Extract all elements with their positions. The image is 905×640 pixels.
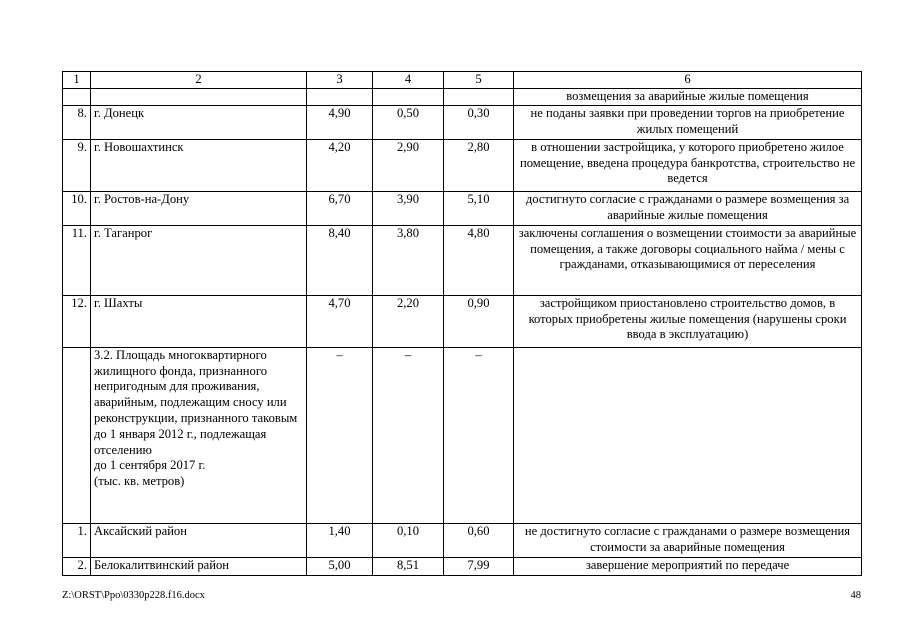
header-cell-6: 6 [514,72,862,89]
table-header-row [63,72,862,89]
table-row [63,105,862,139]
row-col3-cell: 5,00 [307,557,373,575]
row-col5-cell: 4,80 [444,225,514,295]
row-name-cell: г. Ростов-на-Дону [91,191,307,225]
row-note-cell [514,347,862,523]
table-row [63,347,862,523]
row-col5-cell: 5,10 [444,191,514,225]
footer-file-path: Z:\ORST\Ppo\0330p228.f16.docx [62,590,205,601]
row-col5-cell: 0,90 [444,295,514,347]
table-row [63,89,862,106]
row-col3-cell: 8,40 [307,225,373,295]
row-col4-cell [373,89,444,106]
row-number-cell [63,89,91,106]
row-col5-cell: 7,99 [444,557,514,575]
row-col3-cell: 4,90 [307,105,373,139]
row-name-cell: г. Донецк [91,105,307,139]
row-note-cell: завершение мероприятий по передаче [514,557,862,575]
header-cell-1: 1 [63,72,91,89]
header-cell-2: 2 [91,72,307,89]
row-col4-cell: 0,10 [373,523,444,557]
row-col4-cell: 0,50 [373,105,444,139]
row-number-cell: 8. [63,105,91,139]
row-col4-cell: 2,20 [373,295,444,347]
row-number-cell: 10. [63,191,91,225]
row-name-cell: г. Новошахтинск [91,139,307,191]
row-name-cell: Белокалитвинский район [91,557,307,575]
row-col4-cell: 3,90 [373,191,444,225]
footer-page-number: 48 [850,590,861,601]
row-note-cell: не достигнуто согласие с гражданами о размере возмещения стоимости за аварийные помещения [514,523,862,557]
data-table [62,71,862,576]
row-name-cell: г. Таганрог [91,225,307,295]
row-name-cell: Аксайский район [91,523,307,557]
header-cell-4: 4 [373,72,444,89]
row-col5-cell: – [444,347,514,523]
row-note-cell: достигнуто согласие с гражданами о размере возмещения за аварийные жилые помещения [514,191,862,225]
row-col4-cell: 2,90 [373,139,444,191]
row-number-cell: 2. [63,557,91,575]
row-name-cell: 3.2. Площадь многоквартирного жилищного фонда, признанного непригодным для проживания, аварийным, подлежащим сносу или реконструкции, признанного таковым до 1 января 2012 г., подлежащая отселению до 1 сентября 2017 г. (тыс. кв. метров) [91,347,307,523]
row-note-cell: возмещения за аварийные жилые помещения [514,89,862,106]
header-cell-5: 5 [444,72,514,89]
row-col5-cell: 0,30 [444,105,514,139]
row-col3-cell [307,89,373,106]
row-number-cell: 12. [63,295,91,347]
row-number-cell: 11. [63,225,91,295]
row-note-cell: заключены соглашения о возмещении стоимости за аварийные помещения, а также договоры социального найма / мены с гражданами, отказывающимися от переселения [514,225,862,295]
row-col3-cell: 6,70 [307,191,373,225]
table-row [63,523,862,557]
table-row [63,295,862,347]
row-number-cell: 9. [63,139,91,191]
row-col4-cell: 8,51 [373,557,444,575]
row-col3-cell: 4,20 [307,139,373,191]
row-col4-cell: – [373,347,444,523]
table-row [63,225,862,295]
row-col5-cell: 0,60 [444,523,514,557]
header-cell-3: 3 [307,72,373,89]
row-col5-cell: 2,80 [444,139,514,191]
row-name-cell: г. Шахты [91,295,307,347]
row-note-cell: застройщиком приостановлено строительство домов, в которых приобретены жилые помещения (нарушены сроки ввода в эксплуатацию) [514,295,862,347]
row-name-cell [91,89,307,106]
row-col3-cell: 4,70 [307,295,373,347]
row-note-cell: не поданы заявки при проведении торгов на приобретение жилых помещений [514,105,862,139]
row-col3-cell: – [307,347,373,523]
row-col3-cell: 1,40 [307,523,373,557]
row-note-cell: в отношении застройщика, у которого приобретено жилое помещение, введена процедура банкротства, строительство не ведется [514,139,862,191]
row-number-cell: 1. [63,523,91,557]
table-row [63,191,862,225]
row-col4-cell: 3,80 [373,225,444,295]
row-col5-cell [444,89,514,106]
table-row [63,557,862,575]
row-number-cell [63,347,91,523]
table-row [63,139,862,191]
